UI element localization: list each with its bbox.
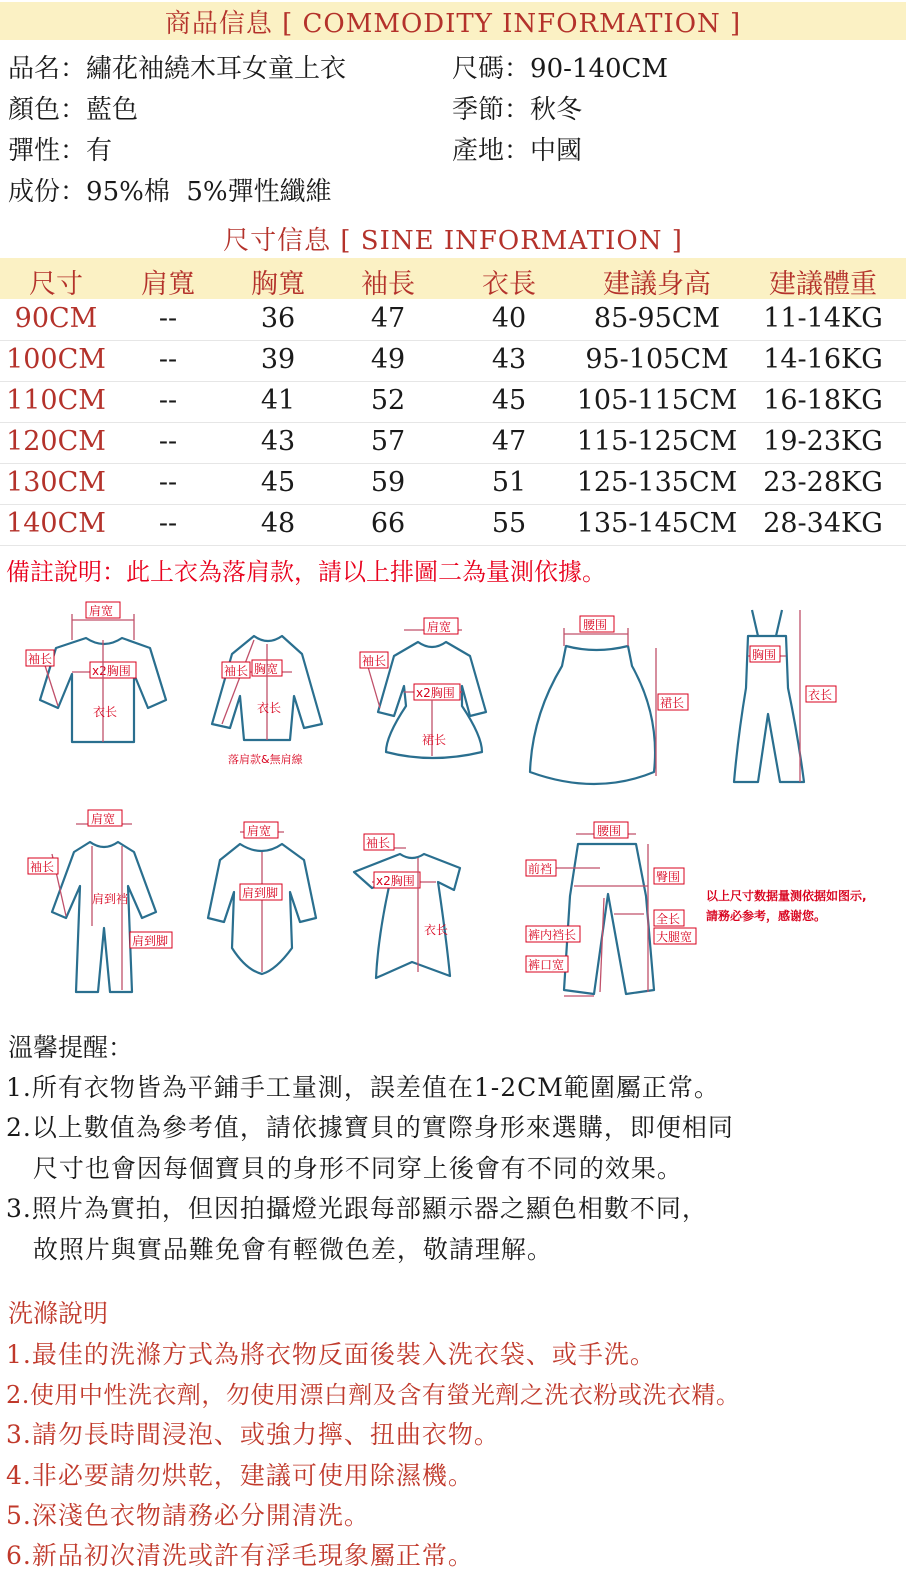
diagram-label: 衣长 <box>93 705 118 719</box>
info-value: 有 <box>86 136 113 166</box>
diagram-label: 肩到脚 <box>242 886 279 900</box>
figure-pants <box>526 822 696 996</box>
table-cell: 57 <box>370 426 406 457</box>
table-cell: 120CM <box>6 426 106 457</box>
info-elasticity: 彈性：有 <box>8 136 113 166</box>
info-label: 產地 <box>452 136 505 166</box>
col-header-shoulder: 肩寬 <box>141 269 195 300</box>
reminder-line: 3.照片為實拍，但因拍攝燈光跟每部顯示器之顯色相數不同， <box>6 1194 708 1223</box>
remark-note: 備註說明：此上衣為落肩款，請以上排圖二為量測依據。 <box>6 558 606 586</box>
table-cell: 14-16KG <box>763 344 883 375</box>
table-row <box>0 340 906 382</box>
commodity-title: 商品信息 [ COMMODITY INFORMATION ] <box>0 2 906 40</box>
diagram-label: 全长 <box>656 912 681 926</box>
col-header-chest: 胸寬 <box>251 269 305 300</box>
info-color: 顏色：藍色 <box>8 95 139 125</box>
diagram-label: x2胸围 <box>92 664 131 678</box>
info-label: 顏色 <box>8 95 61 125</box>
table-cell: 140CM <box>6 508 106 539</box>
col-header-size: 尺寸 <box>29 269 83 300</box>
diagram-label: 肩宽 <box>89 604 114 618</box>
table-row <box>0 422 906 464</box>
diagram-label: 胸围 <box>752 648 777 662</box>
table-cell: -- <box>158 303 178 334</box>
info-value: 秋冬 <box>530 95 583 125</box>
size-title: 尺寸信息 [ SINE INFORMATION ] <box>223 225 683 256</box>
table-cell: 36 <box>260 303 296 334</box>
diagram-label: 袖长 <box>28 652 53 666</box>
diagram-label: 腰围 <box>597 824 622 838</box>
col-header-height: 建議身高 <box>603 269 711 300</box>
info-value: 中國 <box>530 136 583 166</box>
washing-line: 3.請勿長時間浸泡、或強力擰、扭曲衣物。 <box>6 1420 500 1449</box>
table-cell: 52 <box>370 385 406 416</box>
diagram-label: x2胸围 <box>376 874 415 888</box>
col-header-length: 衣長 <box>482 269 536 300</box>
diagram-caption-dropshoulder: 落肩款&無肩線 <box>228 753 303 766</box>
table-cell: 39 <box>260 344 296 375</box>
diagram-label: 肩到脚 <box>132 934 169 948</box>
table-cell: 47 <box>370 303 406 334</box>
info-name: 品名：繡花袖繞木耳女童上衣 <box>8 54 347 84</box>
diagram-label: 腰围 <box>583 618 608 632</box>
info-value: 90-140CM <box>530 54 669 84</box>
info-value: 95%棉 5%彈性纖維 <box>86 177 332 207</box>
table-cell: 100CM <box>6 344 106 375</box>
col-header-weight: 建議體重 <box>769 269 877 300</box>
info-material: 成份：95%棉 5%彈性纖維 <box>8 177 332 207</box>
table-cell: 23-28KG <box>763 467 883 498</box>
size-table-header <box>0 258 906 299</box>
washing-line: 6.新品初次清洗或許有浮毛現象屬正常。 <box>6 1541 474 1570</box>
table-cell: -- <box>158 467 178 498</box>
washing-line: 4.非必要請勿烘乾，建議可使用除濕機。 <box>6 1461 474 1490</box>
table-cell: 43 <box>260 426 296 457</box>
table-cell: 125-135CM <box>576 467 738 498</box>
table-cell: -- <box>158 426 178 457</box>
diagram-label: 前裆 <box>528 862 553 876</box>
diagram-label: 袖长 <box>224 664 249 678</box>
table-row <box>0 299 906 341</box>
table-cell: 45 <box>260 467 296 498</box>
table-cell: 45 <box>491 385 527 416</box>
reminder-title: 溫馨提醒： <box>8 1033 134 1062</box>
table-cell: 41 <box>260 385 296 416</box>
table-cell: 49 <box>370 344 406 375</box>
table-cell: -- <box>158 508 178 539</box>
diagram-label: 衣长 <box>808 688 833 702</box>
table-cell: 55 <box>491 508 527 539</box>
table-row <box>0 381 906 423</box>
table-cell: 59 <box>370 467 406 498</box>
table-cell: 16-18KG <box>763 385 883 416</box>
figure-gown <box>354 834 460 978</box>
diagram-label: 袖长 <box>366 836 391 850</box>
washing-line: 2.使用中性洗衣劑，勿使用漂白劑及含有螢光劑之洗衣粉或洗衣精。 <box>6 1381 741 1409</box>
table-cell: 66 <box>370 508 406 539</box>
reminder-line: 1.所有衣物皆為平鋪手工量測，誤差值在1-2CM範圍屬正常。 <box>6 1073 720 1102</box>
table-cell: 85-95CM <box>593 303 721 334</box>
diagram-label: 袖长 <box>362 654 387 668</box>
info-label: 尺碼 <box>452 54 505 84</box>
col-header-sleeve: 袖長 <box>361 269 415 300</box>
table-cell: 110CM <box>6 385 106 416</box>
diagram-label: 肩宽 <box>247 824 272 838</box>
diagram-label: 裤口宽 <box>528 958 565 972</box>
reminder-line: 尺寸也會因每個寶貝的身形不同穿上後會有不同的效果。 <box>6 1154 683 1183</box>
table-cell: 11-14KG <box>763 303 883 334</box>
measurement-diagrams <box>0 596 906 1016</box>
table-cell: -- <box>158 344 178 375</box>
info-origin: 產地：中國 <box>452 136 583 166</box>
washing-line: 1.最佳的洗滌方式為將衣物反面後裝入洗衣袋、或手洗。 <box>6 1340 656 1369</box>
diagram-label: 肩宽 <box>427 620 452 634</box>
diagram-label: 衣长 <box>257 701 282 715</box>
figure-overalls <box>734 610 836 782</box>
table-row <box>0 463 906 505</box>
info-value: 藍色 <box>86 95 139 125</box>
info-label: 品名 <box>8 54 61 84</box>
info-season: 季節：秋冬 <box>452 95 583 125</box>
diagram-label: 胸宽 <box>254 662 279 676</box>
table-cell: 135-145CM <box>576 508 738 539</box>
diagram-label: 肩宽 <box>91 812 116 826</box>
info-label: 成份 <box>8 177 61 207</box>
diagram-label: 肩到裆 <box>92 892 129 906</box>
info-label: 彈性 <box>8 136 61 166</box>
table-cell: -- <box>158 385 178 416</box>
washing-title: 洗滌說明 <box>8 1299 109 1328</box>
info-size: 尺碼：90-140CM <box>452 54 669 84</box>
info-label: 季節 <box>452 95 505 125</box>
table-cell: 48 <box>260 508 296 539</box>
reminder-line: 2.以上數值為參考值，請依據寶貝的實際身形來選購，即便相同 <box>6 1113 734 1142</box>
table-cell: 90CM <box>14 303 98 334</box>
figure-skirt <box>530 616 688 784</box>
table-cell: 19-23KG <box>763 426 883 457</box>
table-cell: 95-105CM <box>585 344 729 375</box>
diagram-label: 裙长 <box>660 696 685 710</box>
figure-bodysuit <box>208 822 316 974</box>
table-row <box>0 504 906 546</box>
diagram-label: 袖长 <box>30 860 55 874</box>
washing-line: 5.深淺色衣物請務必分開清洗。 <box>6 1501 370 1530</box>
diagram-label: x2胸围 <box>416 686 455 700</box>
table-cell: 40 <box>491 303 527 334</box>
table-cell: 51 <box>491 467 527 498</box>
figure-romper <box>28 810 172 992</box>
diagram-label: 臀围 <box>656 870 681 884</box>
diagram-caption-1: 以上尺寸数据量测依据如图示, <box>706 889 867 903</box>
figure-dropshoulder <box>212 636 322 766</box>
table-cell: 115-125CM <box>576 426 738 457</box>
diagram-label: 衣长 <box>424 923 449 937</box>
diagram-label: 裤内裆长 <box>528 928 577 942</box>
table-cell: 130CM <box>6 467 106 498</box>
diagram-caption-2: 請務必参考，感谢您。 <box>706 909 827 923</box>
diagram-label: 大腿宽 <box>656 930 693 944</box>
diagram-label: 裙长 <box>422 733 447 747</box>
table-cell: 105-115CM <box>576 385 738 416</box>
reminder-line: 故照片與實品難免會有輕微色差，敬請理解。 <box>6 1235 553 1264</box>
table-cell: 43 <box>491 344 527 375</box>
table-cell: 28-34KG <box>763 508 883 539</box>
table-cell: 47 <box>491 426 527 457</box>
figure-tshirt <box>26 602 166 742</box>
figure-dress <box>360 618 486 758</box>
info-value: 繡花袖繞木耳女童上衣 <box>86 54 347 84</box>
